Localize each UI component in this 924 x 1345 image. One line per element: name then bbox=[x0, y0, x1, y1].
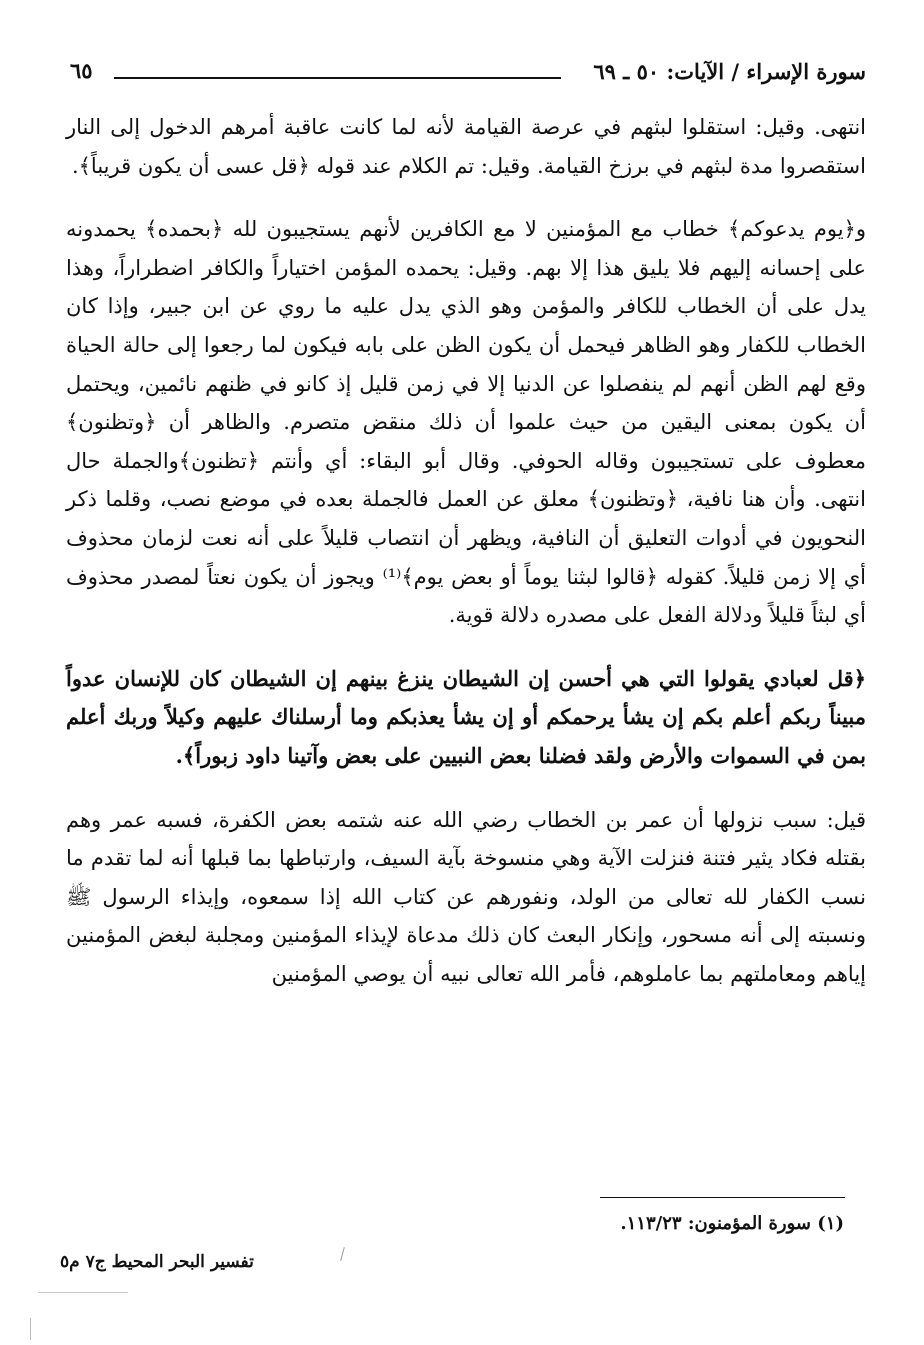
page-number: ٦٥ bbox=[70, 58, 93, 83]
text-line: ﴿تظنون﴾والجملة حال انتهى. وأن هنا نافية، ﴿وتظنون﴾ معلق عن العمل فالجملة بعده bbox=[66, 448, 866, 512]
quran-verse-paragraph bbox=[66, 660, 866, 776]
text-line: في موضع نصب، وقلما ذكر النحويون في أدوات التعليق أن النافية، ويظهر أن انتصاب bbox=[66, 487, 866, 550]
text-line: لبغض المؤمنين إياهم ومعاملتهم بما عاملوهم، فأمر الله تعالى نبيه أن يوصي المؤمنين bbox=[66, 923, 866, 986]
text-line: انتهى. وقيل: استقلوا لبثهم في عرصة القيامة لأنه لما كانت عاقبة أمرهم الدخول إلى النار bbox=[66, 115, 866, 139]
text-line: الرسول ﷺ ونسبته إلى أنه مسحور، وإنكار البعث كان ذلك مدعاة لإيذاء المؤمنين ومجلبة bbox=[66, 884, 866, 948]
text-line: قوية. bbox=[448, 603, 494, 628]
text-line: قليلاً على أنه نعت لزمان محذوف أي إلا زمن قليلاً. كقوله ﴿قالوا لبثنا يوماً أو بعض bbox=[66, 525, 866, 589]
text-line: قيل: سبب نزولها أن عمر بن الخطاب رضي الله عنه شتمه بعض الكفرة، فسبه عمر bbox=[110, 807, 866, 832]
running-header bbox=[70, 55, 866, 95]
paragraph bbox=[66, 210, 866, 635]
paragraph bbox=[66, 801, 866, 994]
text-line: تقدم ما نسب الكفار لله تعالى من الولد، ونفورهم عن كتاب الله إذا سمعوه، وإيذاء bbox=[66, 846, 866, 909]
scan-speck bbox=[38, 1292, 128, 1293]
text-line: يحمدونه على إحسانه إليهم فلا يليق هذا إلا بهم. وقيل: يحمده المؤمن اختياراً والكافر bbox=[66, 217, 866, 280]
scan-speck bbox=[340, 1247, 345, 1261]
text-line: جبير، وإذا كان الخطاب للكفار وهو الظاهر فيحمل أن يكون الظن على بابه فيكون لما bbox=[66, 294, 866, 357]
text-line: عدواً مبيناً ربكم أعلم بكم إن يشأ يرحمكم أو إن يشأ يعذبكم وما أرسلناك عليهم bbox=[66, 665, 866, 730]
book-signature: تفسير البحر المحيط ج٧ م٥ bbox=[60, 1252, 254, 1272]
footnote-rule bbox=[600, 1197, 845, 1198]
text-line: قريباً﴾. bbox=[71, 153, 132, 178]
text-line: وهم بقتله فكاد يثير فتنة فنزلت الآية وهي منسوخة بآية السيف، وارتباطها بما قبلها أنه لما bbox=[66, 807, 866, 871]
text-line: والظاهر أن ﴿وتظنون﴾ معطوف على تستجيبون وقاله الحوفي. وقال أبو البقاء: أي وأنتم bbox=[66, 410, 866, 473]
text-line: يوم﴾⁽¹⁾ ويجوز أن يكون نعتاً لمصدر محذوف أي لبثاً قليلاً ودلالة الفعل على مصدره دلالة bbox=[66, 564, 866, 628]
header-rule bbox=[114, 77, 561, 79]
text-line: في ظنهم نائمين، ويحتمل أن يكون بمعنى اليقين من حيث علموا أن ذلك منقض متصرم. bbox=[66, 371, 866, 435]
footnote: (١) سورة المؤمنون: ١١٣/٢٣. bbox=[620, 1213, 844, 1234]
surah-header-title: سورة الإسراء / الآيات: ٥٠ ـ ٦٩ bbox=[593, 59, 866, 84]
text-line: و﴿يوم يدعوكم﴾ خطاب مع المؤمنين لا مع الكافرين لأنهم يستجيبون لله ﴿بحمده﴾ bbox=[145, 217, 866, 242]
text-line: وكيلاً وربك أعلم بمن في السموات والأرض ولقد فضلنا بعض النبيين على بعض وآتينا bbox=[66, 704, 866, 768]
body-text bbox=[66, 108, 866, 993]
text-line: ﴿قل لعبادي يقولوا التي هي أحسن إن الشيطان ينزغ بينهم إن الشيطان كان للإنسان bbox=[114, 665, 866, 691]
scan-speck bbox=[30, 1318, 31, 1340]
text-line: استقصروا مدة لبثهم في برزخ القيامة. وقيل: تم الكلام عند قوله ﴿قل عسى أن يكون bbox=[137, 153, 866, 178]
text-line: رجعوا إلى حالة الحياة وقع لهم الظن أنهم لم ينفصلوا عن الدنيا إلا في زمن قليل إذ كانو bbox=[66, 332, 866, 396]
paragraph bbox=[66, 108, 866, 185]
text-line: اضطراراً، وهذا يدل على أن الخطاب للكافر والمؤمن وهو الذي يدل عليه ما روي عن ابن bbox=[66, 255, 866, 319]
text-line: داود زبوراً﴾. bbox=[175, 742, 281, 768]
